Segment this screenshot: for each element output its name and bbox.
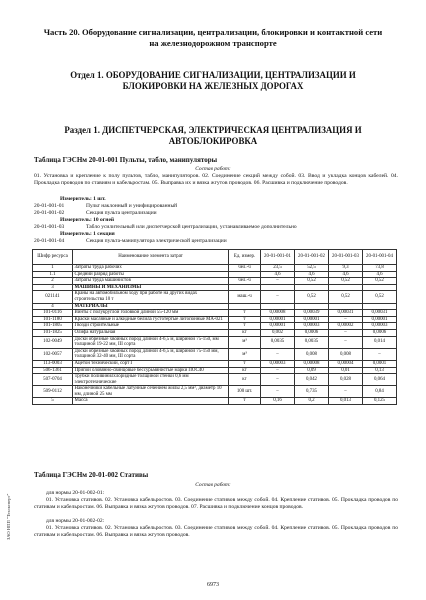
resource-value: 4,6: [363, 271, 397, 278]
norm2-label: для нормы 20-01-002-02:: [46, 518, 105, 524]
meter1-code-1: 20-01-001-01: [34, 203, 65, 209]
resource-value: 0,84: [363, 386, 397, 398]
resource-table: [32, 249, 397, 405]
resource-name: Краны на автомобильном ходу при работе на других видах строительства 10 т: [73, 291, 229, 303]
resource-code: 102-0057: [33, 348, 73, 360]
resource-value: 0,52: [363, 278, 397, 285]
header-col-2: 20-01-001-02: [295, 250, 329, 265]
resource-code: 113-0003: [33, 360, 73, 367]
resource-value: 0,00008: [261, 310, 295, 317]
resource-value: [363, 284, 397, 291]
resource-value: 23,5: [261, 265, 295, 272]
resource-row: [33, 374, 397, 386]
resource-value: –: [261, 386, 295, 398]
resource-value: [261, 284, 295, 291]
resource-name: Олифа натуральная: [73, 329, 229, 336]
resource-value: 0,00001: [261, 323, 295, 330]
header-name: Наименование элемента затрат: [73, 250, 229, 265]
resource-unit: [229, 284, 261, 291]
resource-row: [33, 323, 397, 330]
resource-code: 101-1825: [33, 329, 73, 336]
resource-code: 101-0116: [33, 310, 73, 317]
resource-row: [33, 348, 397, 360]
resource-value: 73,8: [363, 265, 397, 272]
resource-code: 101-1805: [33, 323, 73, 330]
resource-value: –: [329, 386, 363, 398]
resource-value: –: [261, 348, 295, 360]
resource-value: –: [261, 367, 295, 374]
subsection-title: Раздел 1. ДИСПЕТЧЕРСКАЯ, ЭЛЕКТРИЧЕСКАЯ ЦЕНТРАЛИЗАЦИЯ И АВТОБЛОКИРОВКА: [64, 125, 362, 146]
resource-row: [33, 278, 397, 285]
resource-value: 0,042: [295, 374, 329, 386]
meter1-name-1: Пульт наклонный и унифицированный: [86, 203, 178, 209]
resource-unit: т: [229, 316, 261, 323]
side-watermark: ЗАО НПП "Техэксперт": [6, 493, 11, 540]
resource-unit: кг: [229, 374, 261, 386]
resource-unit: кг: [229, 367, 261, 374]
header-col-3: 20-01-001-03: [329, 250, 363, 265]
resource-value: [261, 303, 295, 310]
resource-name: Краски масляные и алкидные белила густотертые литопонные МА-021: [73, 316, 229, 323]
resource-value: 52,5: [295, 265, 329, 272]
norm1-label: для нормы 20-01-002-01:: [46, 490, 105, 496]
resource-value: 0,13: [363, 367, 397, 374]
resource-value: 0,00003: [363, 323, 397, 330]
resource-value: 0,16: [261, 398, 295, 405]
header-unit: Ед. измер.: [229, 250, 261, 265]
resource-code: 1.1: [33, 271, 73, 278]
resource-unit: чел.-ч: [229, 278, 261, 285]
resource-code: 509-0112: [33, 386, 73, 398]
resource-value: 4,6: [261, 271, 295, 278]
resource-value: [329, 303, 363, 310]
resource-value: 0,00001: [261, 316, 295, 323]
resource-code: 102-0049: [33, 336, 73, 348]
resource-unit: т: [229, 323, 261, 330]
resource-name: Затраты труда машинистов: [73, 278, 229, 285]
table1-title: Таблица ГЭСНм 20-01-001 Пульты, табло, манипуляторы: [34, 156, 218, 164]
resource-name: МАШИНЫ И МЕХАНИЗМЫ: [73, 284, 229, 291]
resource-value: 0,028: [329, 374, 363, 386]
section-title: Отдел 1. ОБОРУДОВАНИЕ СИГНАЛИЗАЦИИ, ЦЕНТРАЛИЗАЦИИ И БЛОКИРОВКИ НА ЖЕЛЕЗНЫХ ДОРОГАХ: [70, 70, 356, 91]
meter2-name-1: Табло усилительный или диспетчерской централизации, устанавливаемое дополнительно: [86, 224, 297, 230]
resource-value: 0,0006: [363, 329, 397, 336]
resource-value: –: [363, 348, 397, 360]
resource-name: Наконечники кабельные латунные сечением жилы 2,5 мм², диаметр 10 мм, длиной 25 мм: [73, 386, 229, 398]
resource-code: 021141: [33, 291, 73, 303]
resource-unit: т: [229, 360, 261, 367]
resource-row: [33, 284, 397, 291]
resource-value: –: [329, 336, 363, 348]
resource-value: –: [261, 291, 295, 303]
resource-code: 3: [33, 284, 73, 291]
resource-value: 0,00031: [363, 310, 397, 317]
resource-unit: [229, 303, 261, 310]
resource-value: 9,3: [329, 265, 363, 272]
resource-code: 5: [33, 398, 73, 405]
resource-name: Припои оловянно-свинцовые бессурьмянистые марки ПОС40: [73, 367, 229, 374]
resource-name: Трубки поливинилхлоридные толщиной стенки 0,6 мм электротехнические: [73, 374, 229, 386]
resource-value: 0,00002: [329, 323, 363, 330]
resource-row: [33, 265, 397, 272]
resource-row: [33, 316, 397, 323]
resource-name: Масса: [73, 398, 229, 405]
resource-code: 2: [33, 278, 73, 285]
resource-unit: кг: [229, 329, 261, 336]
resource-value: 0,09: [295, 367, 329, 374]
resource-value: 0,008: [295, 348, 329, 360]
resource-value: 0,0035: [295, 336, 329, 348]
resource-row: [33, 398, 397, 405]
resource-code: 101-1180: [33, 316, 73, 323]
resource-value: 0,01: [329, 367, 363, 374]
resource-name: МАТЕРИАЛЫ: [73, 303, 229, 310]
resource-unit: маш.-ч: [229, 291, 261, 303]
resource-row: [33, 336, 397, 348]
resource-value: 0,735: [295, 386, 329, 398]
resource-value: [363, 303, 397, 310]
resource-value: 0,0006: [295, 329, 329, 336]
resource-value: 4,6: [329, 271, 363, 278]
resource-unit: [229, 271, 261, 278]
resource-unit: 100 шт.: [229, 386, 261, 398]
table2-title: Таблица ГЭСНм 20-01-002 Стативы: [34, 471, 149, 479]
resource-value: 0,008: [329, 348, 363, 360]
resource-value: 0,52: [295, 291, 329, 303]
resource-value: 0,52: [329, 278, 363, 285]
resource-unit: т: [229, 310, 261, 317]
resource-name: Гвозди строительные: [73, 323, 229, 330]
resource-value: 0,0035: [261, 336, 295, 348]
resource-code: 1: [33, 265, 73, 272]
meter1-code-2: 20-01-001-02: [34, 210, 65, 216]
resource-row: [33, 310, 397, 317]
resource-name: Ацетон технический, сорт I: [73, 360, 229, 367]
resource-name: Затраты труда рабочих: [73, 265, 229, 272]
resource-name: Доски обрезные хвойных пород длиной 4-6,5 м, шириной 75-150 мм, толщиной 32-40 мм, III сорта: [73, 348, 229, 360]
resource-value: 0,00039: [295, 310, 329, 317]
resource-unit: м³: [229, 348, 261, 360]
resource-unit: чел.-ч: [229, 265, 261, 272]
resource-value: [295, 284, 329, 291]
resource-code: 506-1361: [33, 367, 73, 374]
resource-value: 0,013: [329, 398, 363, 405]
resource-value: 0,125: [363, 398, 397, 405]
resource-value: 0,00001: [363, 316, 397, 323]
table1-composition-label: Состав работ:: [195, 166, 231, 172]
resource-row: [33, 329, 397, 336]
norm2-text: 01. Установка стативов. 02. Установка кабельростов. 03. Соединение стативов между собой. 04. Крепление стативов. 05. Прокладка проводов по стативам и кабельростам. 06. Выправка и вязка жгутов проводов.: [34, 525, 398, 538]
table1-composition-text: 01. Установка и крепление к полу пультов, табло, манипуляторов. 02. Соединение секций между собой. 03. Ввод и укладка концов кабелей. 04. Прокладка проводов по ставиям и кабельростам. 05. Выправка их и вязка жгутов проводов. 06. Расшивка и подключение проводов.: [34, 173, 398, 186]
resource-row: [33, 303, 397, 310]
resource-value: 0,00031: [329, 310, 363, 317]
resource-value: [295, 303, 329, 310]
part-title: Часть 20. Оборудование сигнализации, централизации, блокировки и контактной сети на железнодорожном транспорте: [43, 27, 383, 48]
meter3-code-1: 20-01-001-04: [34, 238, 65, 244]
resource-name: Средний разряд работы: [73, 271, 229, 278]
resource-value: 0,00004: [329, 360, 363, 367]
resource-unit: м³: [229, 336, 261, 348]
resource-row: [33, 367, 397, 374]
header-col-1: 20-01-001-01: [261, 250, 295, 265]
meter2-label: Измеритель: 10 огней: [60, 217, 115, 223]
resource-value: 0,00001: [295, 316, 329, 323]
resource-row: [33, 360, 397, 367]
meter2-code-1: 20-01-001-03: [34, 224, 65, 230]
resource-value: 0,0001: [363, 360, 397, 367]
resource-value: 4,6: [295, 271, 329, 278]
resource-code: 507-0704: [33, 374, 73, 386]
norm1-text: 01. Установка стативов. 02. Установка кабельростов. 03. Соединение стативов между собой. 04. Крепление стативов. 05. Прокладка проводов по стативам и кабельростам. 06. Выправка и вязка жгутов проводов. 07. Расшивка и подключение концов проводов.: [34, 497, 398, 510]
resource-value: 0,2: [295, 398, 329, 405]
resource-unit: т: [229, 398, 261, 405]
table2-composition-label: Состав работ:: [195, 482, 231, 488]
resource-value: –: [261, 374, 295, 386]
resource-value: –: [329, 329, 363, 336]
page-number: 6973: [207, 582, 219, 588]
header-code: Шифр ресурса: [33, 250, 73, 265]
resource-value: [329, 284, 363, 291]
resource-value: 0,52: [363, 291, 397, 303]
resource-value: 0,014: [363, 336, 397, 348]
resource-value: 0,52: [329, 291, 363, 303]
meter3-name-1: Секция пульта-манипулятора электрической централизации: [86, 238, 227, 244]
resource-value: 0,064: [363, 374, 397, 386]
resource-table-header: [33, 250, 397, 265]
meter3-label: Измеритель: 1 секция: [60, 231, 115, 237]
resource-code: 4: [33, 303, 73, 310]
resource-value: –: [261, 278, 295, 285]
resource-name: Винты с полукруглой головкой длиной 55-120 мм: [73, 310, 229, 317]
resource-name: Доски обрезные хвойных пород длиной 4-6,5 м, шириной 75-150, мм толщиной 19-22 мм, III сорта: [73, 336, 229, 348]
resource-row: [33, 271, 397, 278]
meter1-name-2: Секция пульта централизации: [86, 210, 157, 216]
resource-value: –: [329, 316, 363, 323]
resource-value: 0,00003: [261, 360, 295, 367]
resource-value: 0,002: [261, 329, 295, 336]
meter1-label: Измеритель: 1 шт.: [60, 196, 106, 202]
resource-row: [33, 386, 397, 398]
resource-value: 0,00003: [295, 323, 329, 330]
resource-row: [33, 291, 397, 303]
header-col-4: 20-01-001-04: [363, 250, 397, 265]
resource-value: 0,52: [295, 278, 329, 285]
resource-value: 0,00008: [295, 360, 329, 367]
